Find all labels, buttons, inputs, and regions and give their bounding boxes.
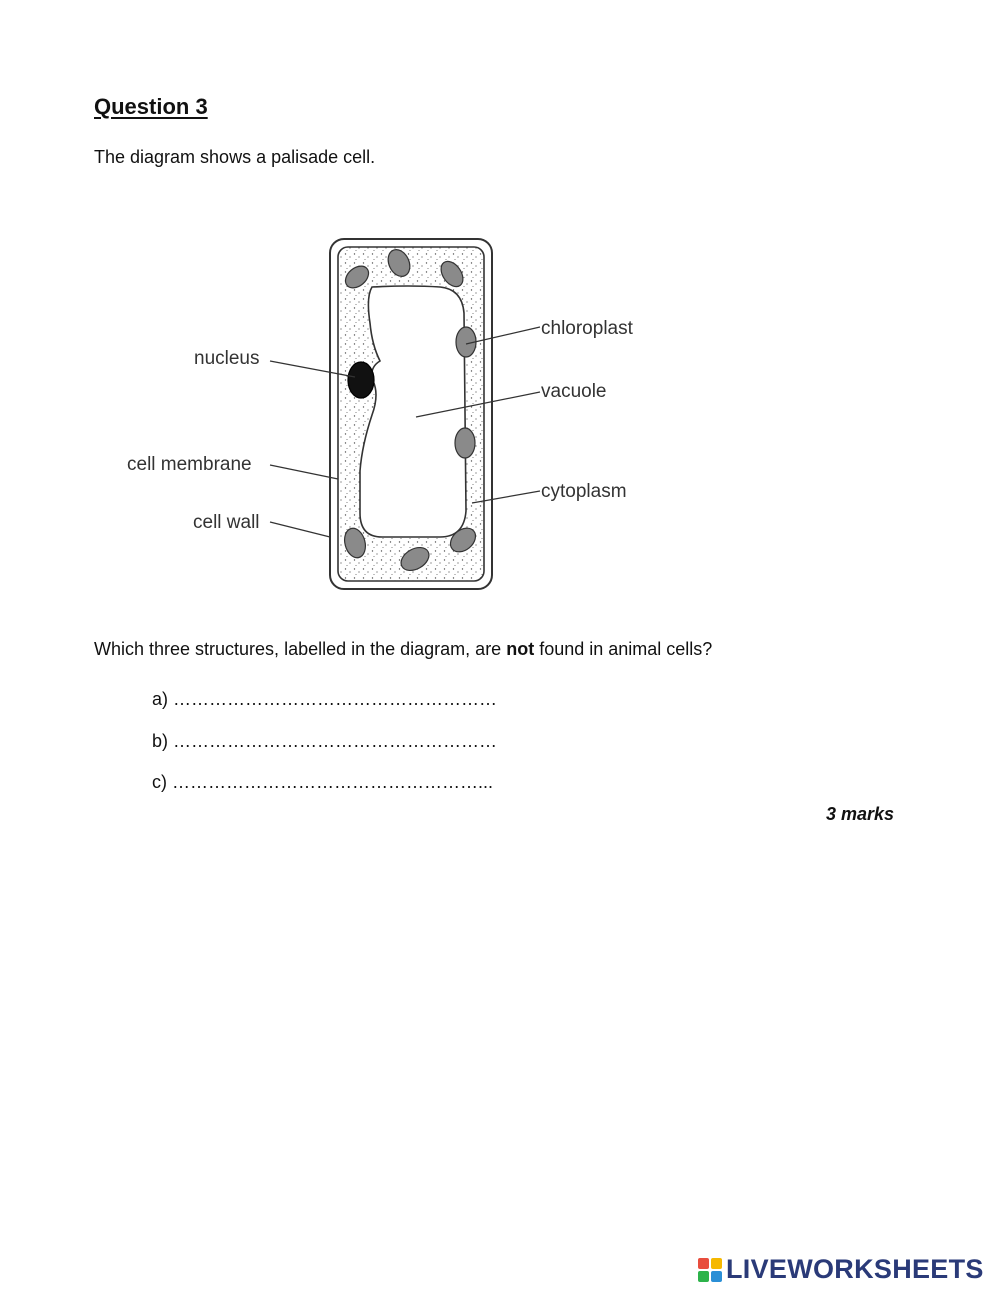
label-chloroplast: chloroplast — [541, 318, 633, 339]
logo-tile — [711, 1271, 722, 1282]
label-cell-wall: cell wall — [193, 512, 260, 533]
cell-wall-pointer — [270, 522, 330, 537]
logo-tile — [711, 1258, 722, 1269]
vacuole-shape — [360, 286, 466, 537]
logo-tile — [698, 1271, 709, 1282]
prompt-text-start: Which three structures, labelled in the diagram, are — [94, 639, 507, 659]
chloroplast-shape — [455, 428, 475, 458]
palisade-cell-diagram — [110, 225, 670, 605]
label-cell-membrane: cell membrane — [127, 454, 252, 475]
cell-membrane-pointer — [270, 465, 338, 479]
liveworksheets-logo-icon — [698, 1258, 722, 1282]
brand-name: LIVEWORKSHEETS — [726, 1254, 984, 1284]
answer-line-b[interactable]: b) ……………………………………………… — [152, 731, 498, 751]
question-intro: The diagram shows a palisade cell. — [94, 147, 376, 167]
liveworksheets-brand — [698, 1256, 984, 1283]
nucleus-shape — [348, 362, 374, 398]
marks-label: 3 marks — [826, 804, 895, 824]
question-title: Question 3 — [94, 94, 208, 119]
label-vacuole: vacuole — [541, 381, 607, 402]
answer-line-c[interactable]: c) ……………………………………………... — [152, 772, 493, 792]
label-nucleus: nucleus — [194, 348, 260, 369]
answer-line-a[interactable]: a) ……………………………………………… — [152, 689, 498, 709]
question-prompt — [94, 639, 712, 660]
logo-tile — [698, 1258, 709, 1269]
prompt-text-end: found in animal cells? — [534, 639, 713, 659]
prompt-emphasis: not — [506, 639, 535, 659]
label-cytoplasm: cytoplasm — [541, 481, 627, 502]
